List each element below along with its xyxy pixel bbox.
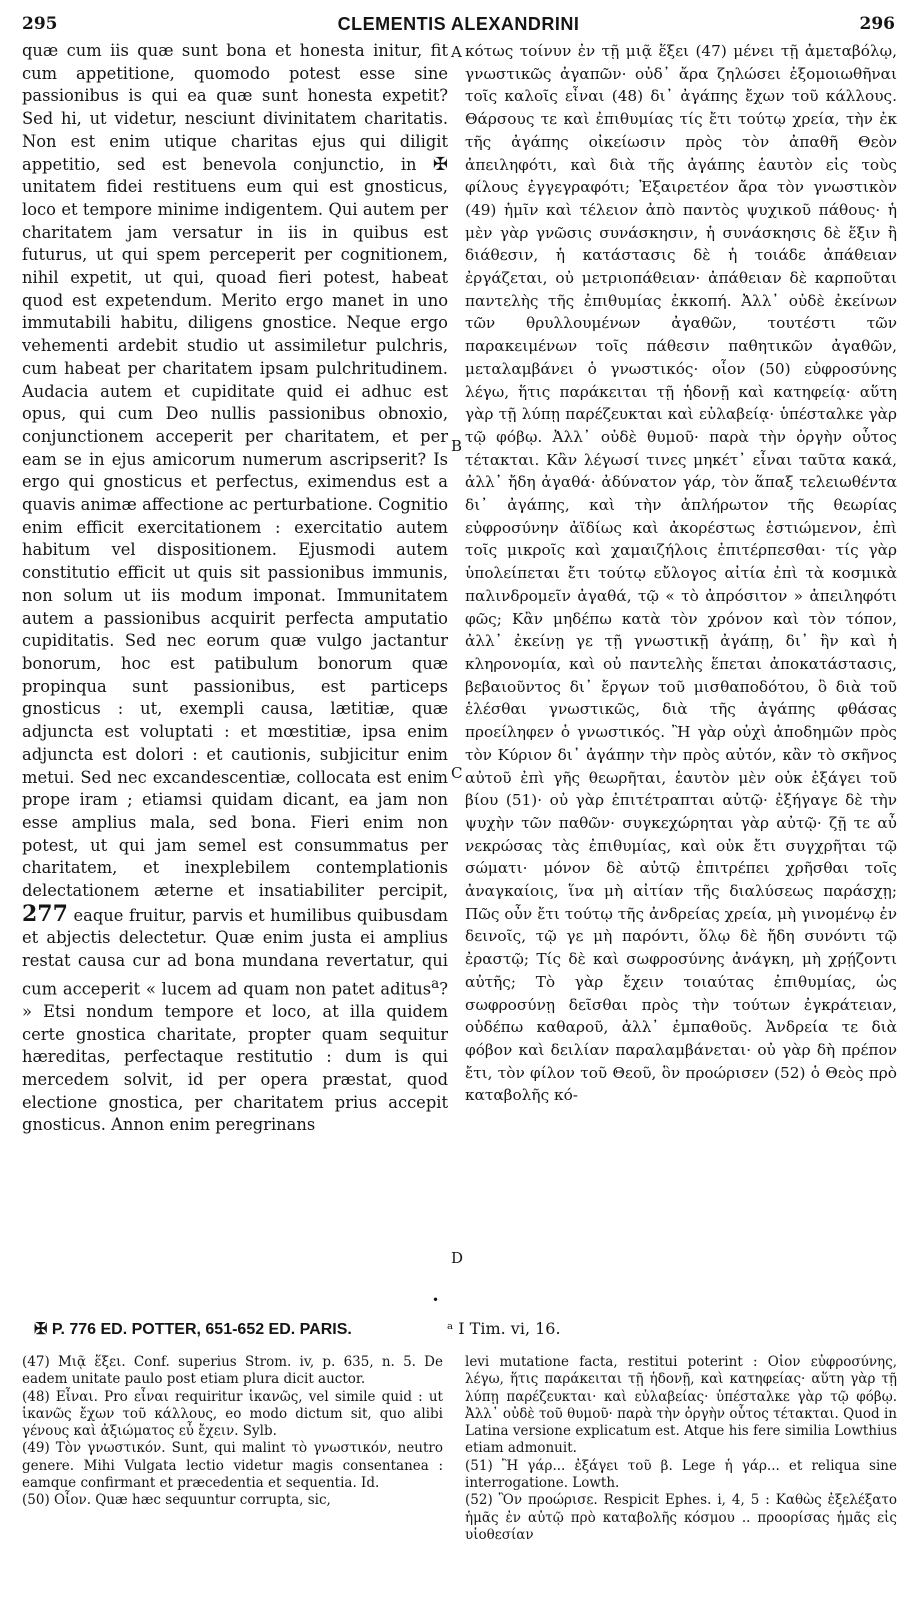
edition-reference: ✠ P. 776 ED. POTTER, 651-652 ED. PARIS. [34, 1321, 352, 1338]
footnote-ref-a: a [431, 975, 440, 992]
latin-text-part-4: ? » Etsi nondum tempore et loco, at illa quidem certe gnostica charitate, propter quam sequitur hæreditas, perfectaque restitutio : dum is qui mercedem solvit, id per opera præstat, quod electione gnostica, per charitatem prius accepit gnosticus. Annon enim peregrinans [22, 979, 448, 1135]
notes-left-column [22, 1354, 443, 1590]
note-48: (48) Εἶναι. Pro εἶναι requiritur ἱκανῶς, vel simile quid : ut ἱκανῶς ἔχων τοῦ κάλλους, eo modo dictum sit, quo alibi γένους καὶ ἀξιώματος εὖ ἔχειν. Sylb. [22, 1388, 443, 1440]
greek-text-column: κότως τοίνυν ἐν τῇ μιᾷ ἕξει (47) μένει τῇ ἀμεταβόλῳ, γνωστικῶς ἀγαπῶν· οὐδ᾽ ἄρα ζηλώσει ἐξομοιωθῆναι τοῖς καλοῖς εἶναι (48) δι᾽ ἀγάπης ἔχων τοῦ κάλλους. Θάρσους τε καὶ ἐπιθυμίας τίς ἔτι τούτῳ χρεία, τὴν ἐκ τῆς ἀγάπης οἰκείωσιν πρὸς τὸν ἀπαθῆ Θεὸν ἀπειληφότι, καὶ διὰ τῆς ἀγάπης ἑαυτὸν εἰς τοὺς φίλους ἐγγεγραφότι; Ἐξαιρετέον ἄρα τὸν γνωστικὸν (49) ἡμῖν καὶ τέλειον ἀπὸ παντὸς ψυχικοῦ πάθους· ἡ μὲν γὰρ γνῶσις συνάσκησιν, ἡ συνάσκησις δὲ ἕξιν ἢ διάθεσιν, ἡ κατάστασις δὲ ἡ τοιάδε ἀπάθειαν ἐργάζεται, οὐ μετριοπάθειαν· ἀπάθειαν δὲ καρποῦται παντελὴς τῆς ἐπιθυμίας ἐκκοπή. Ἀλλ᾽ οὐδὲ ἐκείνων τῶν θρυλλουμένων ἀγαθῶν, τουτέστι τῶν παρακειμένων τοῖς πάθεσιν παθητικῶν ἀγαθῶν, μεταλαμβάνει ὁ γνωστικός· οἷον (50) εὐφροσύνης λέγω, ἥτις παράκειται τῇ ἡδονῇ καὶ κατηφείᾳ· αὕτη γὰρ τῇ λύπῃ παρέζευκται καὶ εὐλαβείᾳ· ὑπέσταλκε γὰρ τῷ φόβῳ. Ἀλλ᾽ οὐδὲ θυμοῦ· παρὰ τὴν ὀργὴν οὗτος τέτακται. Κἂν λέγωσί τινες μηκέτ᾽ εἶναι ταῦτα κακά, ἀλλ᾽ ἤδη ἀγαθά· ἀδύνατον γάρ, τὸν ἅπαξ τελειωθέντα δι᾽ ἀγάπης, καὶ τὴν ἀπλήρωτον τῆς θεωρίας εὐφροσύνην ἀϊδίως καὶ ἀκορέστως ἑστιώμενον, ἐπὶ τοῖς μικροῖς καὶ χαμαιζήλοις ἐπιτέρπεσθαι· τίς γὰρ ὑπολείπεται ἔτι τούτῳ εὔλογος αἰτία ἐπὶ τὰ κοσμικὰ παλινδρομεῖν ἀγαθά, τῷ « τὸ ἀπρόσιτον » ἀπειληφότι φῶς; Κἂν μηδέπω κατὰ τὸν χρόνον καὶ τὸν τόπον, ἀλλ᾽ ἐκείνῃ γε τῇ γνωστικῇ ἀγάπῃ, δι᾽ ἣν καὶ ἡ κληρονομία, καὶ οὐ παντελὴς ἕπεται ἀποκατάστασις, βεβαιοῦντος δι᾽ ἔργων τοῦ μισθαποδότου, ὃ διὰ τοῦ ἑλέσθαι γνωστικῶς, διὰ τῆς ἀγάπης φθάσας προείληφεν ὁ γνωστικός. Ἢ γὰρ οὐχὶ ἀποδημῶν πρὸς τὸν Κύριον δι᾽ ἀγάπην τὴν πρὸς αὐτόν, κἂν τὸ σκῆνος αὐτοῦ ἐπὶ γῆς θεωρῆται, ἑαυτὸν μὲν οὐκ ἐξάγει τοῦ βίου (51)· οὐ γὰρ ἐπιτέτραπται αὐτῷ· ἐξήγαγε δὲ τὴν ψυχὴν τῶν παθῶν· συγκεχώρηται γὰρ αὐτῷ· ζῇ τε αὖ νεκρώσας τὰς ἐπιθυμίας, καὶ οὐκ ἔτι συγχρῆται τῷ σώματι· μόνον δὲ αὐτῷ ἐπιτρέπει χρῆσθαι τοῖς ἀναγκαίοις, ἵνα μὴ αἰτίαν τῆς διαλύσεως παράσχῃ; Πῶς οὖν ἔτι τούτῳ τῆς ἀνδρείας χρεία, μὴ γινομένῳ ἐν δεινοῖς, τῷ γε μὴ παρόντι, ὅλῳ δὲ ἤδη συνόντι τῷ ἐραστῷ; Τίς δὲ καὶ σωφροσύνης ἀνάγκη, μὴ χρῄζοντι αὐτῆς; Τὸ γὰρ ἔχειν τοιαύτας ἐπιθυμίας, ὡς σωφροσύνῃ δεῖσθαι πρὸς τὴν τούτων ἐγκράτειαν, οὐδέπω καθαροῦ, ἀλλ᾽ ἐμπαθοῦς. Ἀνδρεία τε διὰ φόβον καὶ δειλίαν παραλαμβάνεται· οὐ γὰρ δὴ πρέπον ἔτι, τὸν φίλον τοῦ Θεοῦ, ὃν προώρισεν (52) ὁ Θεὸς πρὸ καταβολῆς κό- [465, 42, 897, 1105]
page-number-left: 295 [22, 14, 58, 34]
note-52: (52) Ὃν προώρισε. Respicit Ephes. i, 4, 5 : Καθὼς ἐξελέξατο ἡμᾶς ἐν αὐτῷ πρὸ καταβολῆς κόσμου .. προορίσας ἡμᾶς εἰς υἱοθεσίαν [465, 1492, 897, 1543]
separator-dot: • [432, 1293, 440, 1307]
note-47: (47) Μιᾷ ἕξει. Conf. superius Strom. iv, p. 635, n. 5. De eadem unitate paulo post etiam plura dicit auctor. [22, 1354, 443, 1388]
note-50-continued: levi mutatione facta, restitui poterint : Οἷον εὐφροσύνης, λέγω, ἥτις παράκειται τῇ ἡδονῇ, καὶ κατηφείας· αὕτη γὰρ τῇ λύπῃ παρέζευκται· καὶ εὐλαβείας· ὑπέσταλκε γὰρ τῷ φόβῳ. Ἀλλ᾽ οὐδὲ τοῦ θυμοῦ· παρὰ τὴν ὀργὴν οὗτος τέτακται. Quod in Latina versione explicatum est. Atque his fere similia Lowthius etiam admonuit. [465, 1354, 897, 1457]
margin-letter-b: B [451, 437, 463, 455]
latin-translation-column [22, 40, 448, 1278]
latin-text-part-3: eaque fruitur, parvis et humilibus quibusdam et abjectis delectetur. Quæ enim justa ei amplius restat causa cur ad bona mundana revertatur, qui cum acceperit « lucem ad quam non patet aditus [22, 905, 448, 999]
scripture-reference: ᵃ I Tim. vi, 16. [447, 1319, 561, 1338]
latin-text-part-2: unitatem fidei restituens eum qui est gnosticus, loco et tempore minime indigentem. Qui autem per charitatem jam versatur in iis in quibus est futurus, ut qui spem perceperit per cognitionem, nihil expetit, ut qui, quoad fieri potest, habeat quod est expetendum. Merito ergo manet in uno immutabili habitu, diligens gnostice. Neque ergo vehementi ardebit studio ut assimiletur pulchris, cum habeat per charitatem ipsam pulchritudinem. Audacia autem et cupiditate quid ei adhuc est opus, qui cum Deo nullis passionibus obnoxio, conjunctionem acceperit per charitatem, et per eam se in ejus amicorum numerum ascripserit? Is ergo qui gnosticus et perfectus, eximendus est a quavis animæ affectione ac perturbatione. Cognitio enim efficit exercitationem : exercitatio autem habitum vel dispositionem. Ejusmodi autem constitutio efficit ut quis sit passionibus immunis, non solum ut iis modum imponat. Immunitatem autem a passionibus acquirit perfecta amputatio cupiditatis. Sed nec eorum quæ vulgo jactantur bonorum, hoc est patibulum bonorum quæ propinqua sunt passionibus, est particeps gnosticus : ut, exempli causa, lætitiæ, quæ adjuncta est voluptati : et mœstitiæ, ipsa enim adjuncta est dolori : et cautionis, subjicitur enim metui. Sed nec excandescentiæ, collocata est enim prope iram ; etiamsi quidam dicant, ea jam non esse amplius mala, sed bona. Fieri enim non potest, ut qui jam semel est consummatus per charitatem, et inexplebilem contemplationis delectationem æterne et insatiabiliter percipit, [22, 177, 448, 901]
page-number-right: 296 [859, 14, 895, 34]
latin-text-part-1: quæ cum iis quæ sunt bona et honesta initur, fit cum appetitione, quomodo potest esse sine passionibus is qui ea quæ sunt honesta expetit? Sed hi, ut videtur, nesciunt divinitatem charitatis. Non est enim utique charitas ejus qui diligit appetitio, sed est benevola conjunctio, in [22, 41, 448, 174]
running-title: CLEMENTIS ALEXANDRINI [337, 14, 580, 34]
note-49: (49) Τὸν γνωστικόν. Sunt, qui malint τὸ γνωστικόν, neutro genere. Mihi Vulgata lectio videtur magis consentanea : eamque confirmant et præcedentia et sequentia. Id. [22, 1440, 443, 1492]
margin-letter-d: D [451, 1249, 464, 1267]
margin-letter-c: C [451, 764, 463, 782]
section-number: 277 [22, 900, 68, 927]
margin-letter-a: A [451, 43, 462, 61]
notes-right-column [465, 1354, 897, 1590]
note-50: (50) Οἷον. Quæ hæc sequuntur corrupta, sic, [22, 1492, 331, 1509]
cross-star-icon: ✠ [432, 153, 448, 175]
note-51: (51) Ἢ γάρ... ἐξάγει τοῦ β. Lege ἡ γάρ... et reliqua sine interrogatione. Lowth. [465, 1457, 897, 1492]
